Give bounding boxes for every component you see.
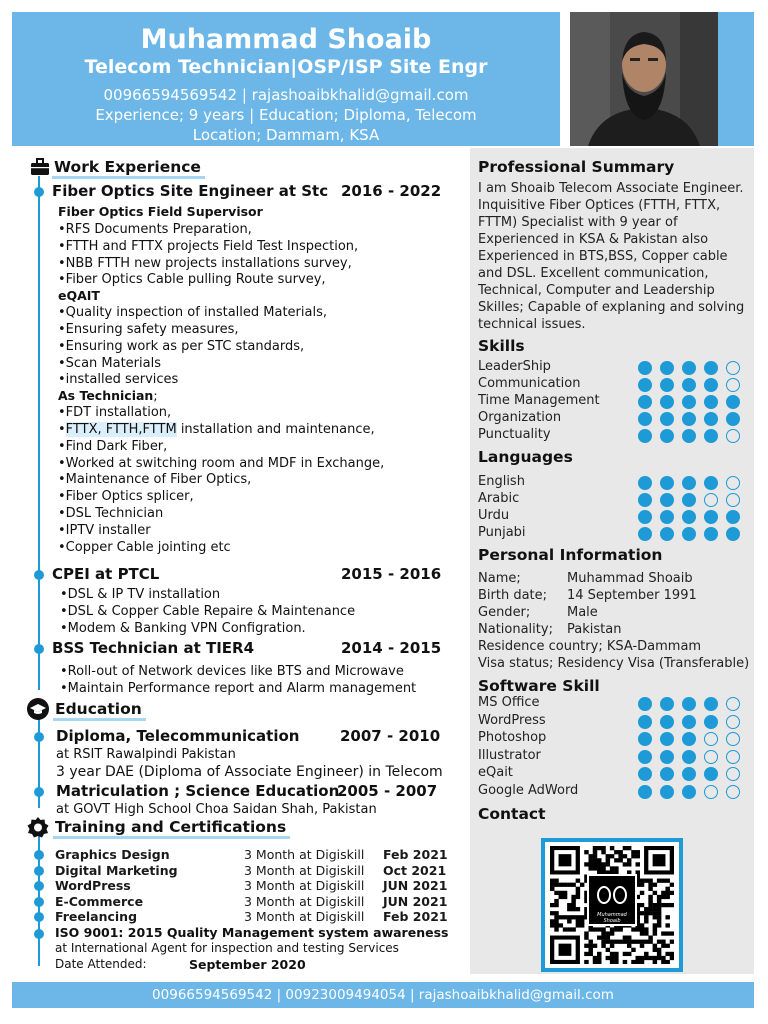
language-row-label: Punjabi	[478, 525, 526, 540]
job-bullet: •Ensuring work as per STC standards,	[58, 338, 305, 354]
job-subheading: eQAIT	[58, 288, 100, 304]
footer-contact: 00966594569542 | 00923009494054 | rajashoaibkhalid@gmail.com	[12, 982, 754, 1008]
skill-row	[478, 393, 748, 410]
rating-dot-filled	[682, 527, 696, 541]
timeline-dot	[34, 881, 44, 891]
rating-dot-filled	[682, 476, 696, 490]
skill-row-label: Punctuality	[478, 427, 551, 442]
rating-dots	[638, 493, 740, 507]
software-row	[478, 730, 748, 747]
rating-dot-filled	[704, 715, 718, 729]
rating-dot-empty	[726, 361, 740, 375]
header-location: Location; Dammam, KSA	[192, 126, 380, 144]
education-title: Diploma, Telecommunication	[56, 727, 300, 745]
rating-dot-filled	[682, 493, 696, 507]
skill-row-label: Time Management	[478, 393, 600, 408]
job-years: 2015 - 2016	[341, 565, 442, 583]
software-row-label: MS Office	[478, 695, 540, 710]
summary-text	[478, 180, 750, 333]
timeline-dot	[34, 732, 44, 742]
rating-dot-filled	[660, 715, 674, 729]
language-row	[478, 525, 748, 542]
personal-residence: Residence country; KSA-Dammam	[478, 639, 702, 654]
skill-row-label: Communication	[478, 376, 581, 391]
rating-dot-filled	[660, 493, 674, 507]
rating-dot-empty	[726, 476, 740, 490]
summary-line: Skilles; Capable of explaning and solving	[478, 300, 745, 315]
rating-dot-filled	[682, 429, 696, 443]
summary-line: technical issues.	[478, 317, 586, 332]
job-bullet: •Modem & Banking VPN Configration.	[60, 621, 306, 636]
rating-dot-empty	[704, 785, 718, 799]
rating-dot-filled	[638, 510, 652, 524]
candidate-name: Muhammad Shoaib	[140, 24, 432, 55]
software-row	[478, 748, 748, 765]
rating-dot-filled	[704, 361, 718, 375]
job-subheading: As Technician;	[58, 388, 158, 404]
certification-row	[55, 847, 455, 862]
rating-dot-filled	[660, 429, 674, 443]
work-heading	[54, 158, 201, 176]
rating-dot-filled	[726, 412, 740, 426]
rating-dot-filled	[704, 378, 718, 392]
iso-title: ISO 9001: 2015 Quality Management system awareness	[55, 925, 449, 940]
personal-value: Muhammad Shoaib	[567, 571, 693, 586]
job-title: CPEI at PTCL	[52, 565, 160, 583]
rating-dot-filled	[638, 767, 652, 781]
job-bullet: •Maintain Performance report and Alarm management	[60, 681, 417, 696]
rating-dot-filled	[638, 493, 652, 507]
rating-dots	[638, 732, 740, 746]
certification-date: Feb 2021	[383, 847, 448, 862]
job-bullet: •Roll-out of Network devices like BTS and Microwave	[60, 664, 404, 679]
job-bullet: •RFS Documents Preparation,	[58, 222, 252, 237]
rating-dot-empty	[726, 750, 740, 764]
rating-dot-filled	[660, 378, 674, 392]
rating-dot-filled	[660, 750, 674, 764]
rating-dot-empty	[726, 785, 740, 799]
certification-row	[55, 894, 455, 909]
education-years: 2007 - 2010	[340, 727, 441, 745]
job-bullet: •IPTV installer	[58, 522, 151, 538]
rating-dot-filled	[682, 395, 696, 409]
rating-dot-filled	[638, 378, 652, 392]
rating-dot-filled	[660, 395, 674, 409]
rating-dot-filled	[682, 378, 696, 392]
rating-dot-filled	[726, 395, 740, 409]
certification-name: WordPress	[55, 878, 131, 893]
contact-heading: Contact	[478, 805, 546, 823]
rating-dot-filled	[638, 715, 652, 729]
rating-dot-filled	[660, 785, 674, 799]
timeline-dot	[34, 897, 44, 907]
rating-dots	[638, 378, 740, 392]
job-years: 2016 - 2022	[341, 182, 442, 200]
summary-heading: Professional Summary	[478, 158, 675, 176]
language-row	[478, 474, 748, 491]
rating-dot-filled	[638, 697, 652, 711]
software-row-label: eQait	[478, 765, 513, 780]
rating-dot-filled	[682, 697, 696, 711]
education-heading-text: Education	[55, 700, 142, 718]
work-heading-text: Work Experience	[54, 158, 201, 176]
education-place: at GOVT High School Choa Saidan Shah, Pakistan	[56, 802, 377, 817]
rating-dot-filled	[682, 750, 696, 764]
header-contact: 00966594569542 | rajashoaibkhalid@gmail.com	[103, 86, 469, 104]
briefcase-icon	[30, 158, 50, 176]
header-banner-right	[718, 12, 754, 146]
rating-dot-filled	[660, 361, 674, 375]
rating-dot-empty	[726, 732, 740, 746]
certification-duration: 3 Month at Digiskill	[244, 878, 365, 893]
rating-dot-empty	[704, 732, 718, 746]
job-bullet: •Find Dark Fiber,	[58, 438, 168, 454]
rating-dots	[638, 476, 740, 490]
training-heading-underline	[53, 836, 290, 839]
rating-dot-filled	[660, 510, 674, 524]
rating-dot-filled	[638, 785, 652, 799]
skill-row	[478, 427, 748, 444]
rating-dots	[638, 510, 740, 524]
job-bullet: •installed services	[58, 372, 179, 388]
rating-dots	[638, 412, 740, 426]
certification-date: JUN 2021	[383, 893, 448, 909]
rating-dot-empty	[726, 429, 740, 443]
rating-dot-filled	[682, 732, 696, 746]
personal-value: Male	[567, 605, 598, 620]
personal-label: Gender;	[478, 605, 531, 620]
rating-dot-filled	[704, 527, 718, 541]
qr-code[interactable]	[541, 838, 683, 972]
rating-dot-empty	[726, 378, 740, 392]
rating-dot-filled	[638, 412, 652, 426]
language-row	[478, 491, 748, 508]
rating-dot-filled	[682, 510, 696, 524]
rating-dot-filled	[704, 429, 718, 443]
job-title: BSS Technician at TIER4	[52, 639, 255, 657]
training-heading-text: Training and Certifications	[55, 818, 287, 836]
job-bullet: •Quality inspection of installed Materials,	[58, 305, 327, 321]
rating-dot-filled	[704, 395, 718, 409]
profile-photo	[570, 12, 718, 146]
languages-heading: Languages	[478, 448, 573, 466]
job-bullet: •FTTX, FTTH,FTTM installation and maintenance,	[58, 422, 375, 437]
job-bullet: •FTTH and FTTX projects Field Test Inspection,	[58, 238, 359, 254]
job-bullet: •DSL Technician	[58, 506, 164, 521]
certification-name: Digital Marketing	[55, 862, 178, 878]
rating-dot-filled	[726, 527, 740, 541]
rating-dot-filled	[682, 715, 696, 729]
rating-dots	[638, 785, 740, 799]
language-row	[478, 508, 748, 525]
education-heading	[55, 700, 142, 718]
software-row-label: WordPress	[478, 712, 546, 728]
certification-duration: 3 Month at Digiskill	[244, 862, 365, 878]
summary-line: and DSL. Excellent communication,	[478, 266, 709, 281]
training-heading	[55, 818, 286, 836]
rating-dot-empty	[726, 715, 740, 729]
rating-dot-filled	[704, 476, 718, 490]
rating-dot-filled	[704, 510, 718, 524]
job-bullet: •Ensuring safety measures,	[58, 322, 239, 337]
summary-line: FTTM) Specialist with 9 year of	[478, 215, 678, 230]
personal-value: 14 September 1991	[567, 588, 697, 603]
timeline-dot	[34, 929, 44, 939]
rating-dot-filled	[660, 527, 674, 541]
software-row	[478, 695, 748, 712]
job-subheading: Fiber Optics Field Supervisor	[58, 204, 263, 219]
personal-value: Pakistan	[567, 622, 622, 637]
logo-ring-left-icon	[597, 886, 611, 904]
rating-dot-filled	[704, 697, 718, 711]
certification-name: Freelancing	[55, 909, 138, 924]
timeline-dot	[34, 787, 44, 797]
education-years: 2005 - 2007	[337, 782, 438, 800]
software-row	[478, 783, 748, 800]
rating-dot-filled	[682, 361, 696, 375]
skill-row-label: Organization	[478, 410, 562, 425]
rating-dot-filled	[638, 476, 652, 490]
rating-dot-empty	[704, 493, 718, 507]
rating-dots	[638, 395, 740, 409]
timeline-dot	[34, 850, 44, 860]
timeline-dot	[34, 644, 44, 654]
rating-dot-empty	[704, 750, 718, 764]
skill-row	[478, 359, 748, 376]
personal-heading: Personal Information	[478, 546, 663, 564]
rating-dot-filled	[660, 697, 674, 711]
personal-visa: Visa status; Residency Visa (Transferable)	[478, 656, 750, 671]
software-row	[478, 713, 748, 730]
education-place: at RSIT Rawalpindi Pakistan	[56, 747, 236, 762]
education-desc: 3 year DAE (Diploma of Associate Engineer) in Telecom	[56, 764, 443, 780]
rating-dots	[638, 429, 740, 443]
job-title: Fiber Optics Site Engineer at Stc	[52, 182, 329, 200]
rating-dot-filled	[682, 412, 696, 426]
rating-dot-filled	[638, 361, 652, 375]
work-heading-underline	[52, 176, 205, 179]
certification-name: E-Commerce	[55, 893, 144, 909]
rating-dot-filled	[638, 750, 652, 764]
iso-date-label: Date Attended:	[55, 957, 147, 971]
rating-dot-filled	[704, 767, 718, 781]
personal-label: Name;	[478, 571, 521, 586]
education-title: Matriculation ; Science Education	[56, 782, 340, 800]
rating-dots	[638, 715, 740, 729]
iso-date: September 2020	[189, 957, 306, 972]
certification-name: Graphics Design	[55, 847, 170, 862]
job-bullet: •Copper Cable jointing etc	[58, 539, 231, 555]
rating-dot-empty	[726, 493, 740, 507]
summary-line: Experienced in BTS,BSS, Copper cable	[478, 249, 728, 264]
certification-row	[55, 863, 455, 878]
iso-place: at International Agent for inspection and testing Services	[55, 941, 399, 955]
language-row-label: Arabic	[478, 491, 520, 506]
personal-label: Nationality;	[478, 622, 553, 637]
timeline-work	[38, 176, 40, 690]
rating-dot-filled	[638, 527, 652, 541]
summary-line: Inquisitive Fiber Optices (FTTH, FTTX,	[478, 198, 721, 213]
job-bullet: •NBB FTTH new projects installations survey,	[58, 255, 352, 271]
rating-dot-filled	[638, 395, 652, 409]
job-bullet: •Worked at switching room and MDF in Exchange,	[58, 455, 385, 471]
timeline-dot	[34, 570, 44, 580]
certification-row	[55, 909, 455, 924]
certification-date: Oct 2021	[383, 862, 447, 878]
highlighted-text: FTTX, FTTH,FTTM	[65, 422, 177, 437]
software-row	[478, 765, 748, 782]
rating-dot-filled	[704, 412, 718, 426]
job-bullet: •DSL & Copper Cable Repaire & Maintenance	[60, 604, 356, 619]
summary-line: Experienced in KSA & Pakistan also	[478, 232, 709, 247]
rating-dot-filled	[660, 767, 674, 781]
timeline-dot	[34, 912, 44, 922]
rating-dot-filled	[726, 510, 740, 524]
certification-duration: 3 Month at Digiskill	[244, 909, 365, 924]
software-heading: Software Skill	[478, 677, 600, 695]
job-years: 2014 - 2015	[341, 639, 442, 657]
timeline-dot	[34, 866, 44, 876]
certification-duration: 3 Month at Digiskill	[244, 847, 365, 862]
software-row-label: Photoshop	[478, 730, 547, 745]
certification-date: Feb 2021	[383, 909, 448, 924]
certification-row	[55, 878, 455, 893]
rating-dot-filled	[660, 412, 674, 426]
subheading-suffix: ;	[153, 388, 158, 404]
header-experience: Experience; 9 years | Education; Diploma, Telecom	[95, 106, 477, 124]
rating-dots	[638, 767, 740, 781]
rating-dots	[638, 750, 740, 764]
job-bullet: •Maintenance of Fiber Optics,	[58, 472, 252, 488]
summary-line: Technical, Computer and Leadership	[478, 283, 715, 298]
software-row-label: Illustrator	[478, 747, 541, 763]
personal-label: Birth date;	[478, 588, 548, 603]
qr-logo	[587, 874, 637, 926]
skill-row-label: LeaderShip	[478, 359, 551, 374]
qr-caption: Muhammad Shoaib	[597, 912, 627, 924]
skills-heading: Skills	[478, 337, 525, 355]
job-bullet: •Scan Materials	[58, 355, 161, 371]
job-bullet: •FDT installation,	[58, 405, 172, 421]
rating-dots	[638, 697, 740, 711]
rating-dot-empty	[726, 767, 740, 781]
job-bullet: •DSL & IP TV installation	[60, 587, 221, 602]
summary-line: I am Shoaib Telecom Associate Engineer.	[478, 181, 744, 196]
rating-dots	[638, 527, 740, 541]
rating-dot-filled	[660, 732, 674, 746]
rating-dot-empty	[726, 697, 740, 711]
job-bullet: •Fiber Optics splicer,	[58, 489, 194, 505]
certification-date: JUN 2021	[383, 878, 448, 893]
rating-dots	[638, 361, 740, 375]
rating-dot-filled	[638, 429, 652, 443]
language-row-label: Urdu	[478, 508, 510, 523]
rating-dot-filled	[660, 476, 674, 490]
job-bullet: •Fiber Optics Cable pulling Route survey,	[58, 272, 326, 288]
rating-dot-filled	[638, 732, 652, 746]
rating-dot-filled	[682, 767, 696, 781]
language-row-label: English	[478, 474, 525, 489]
education-heading-underline	[53, 718, 146, 721]
skill-row	[478, 376, 748, 393]
certification-duration: 3 Month at Digiskill	[244, 893, 365, 909]
software-row-label: Google AdWord	[478, 782, 579, 798]
timeline-dot	[34, 187, 44, 197]
award-badge-icon	[26, 816, 50, 840]
rating-dot-filled	[682, 785, 696, 799]
skill-row	[478, 410, 748, 427]
logo-ring-right-icon	[613, 886, 627, 904]
graduation-cap-icon	[26, 698, 50, 720]
candidate-title: Telecom Technician|OSP/ISP Site Engr	[84, 56, 488, 78]
